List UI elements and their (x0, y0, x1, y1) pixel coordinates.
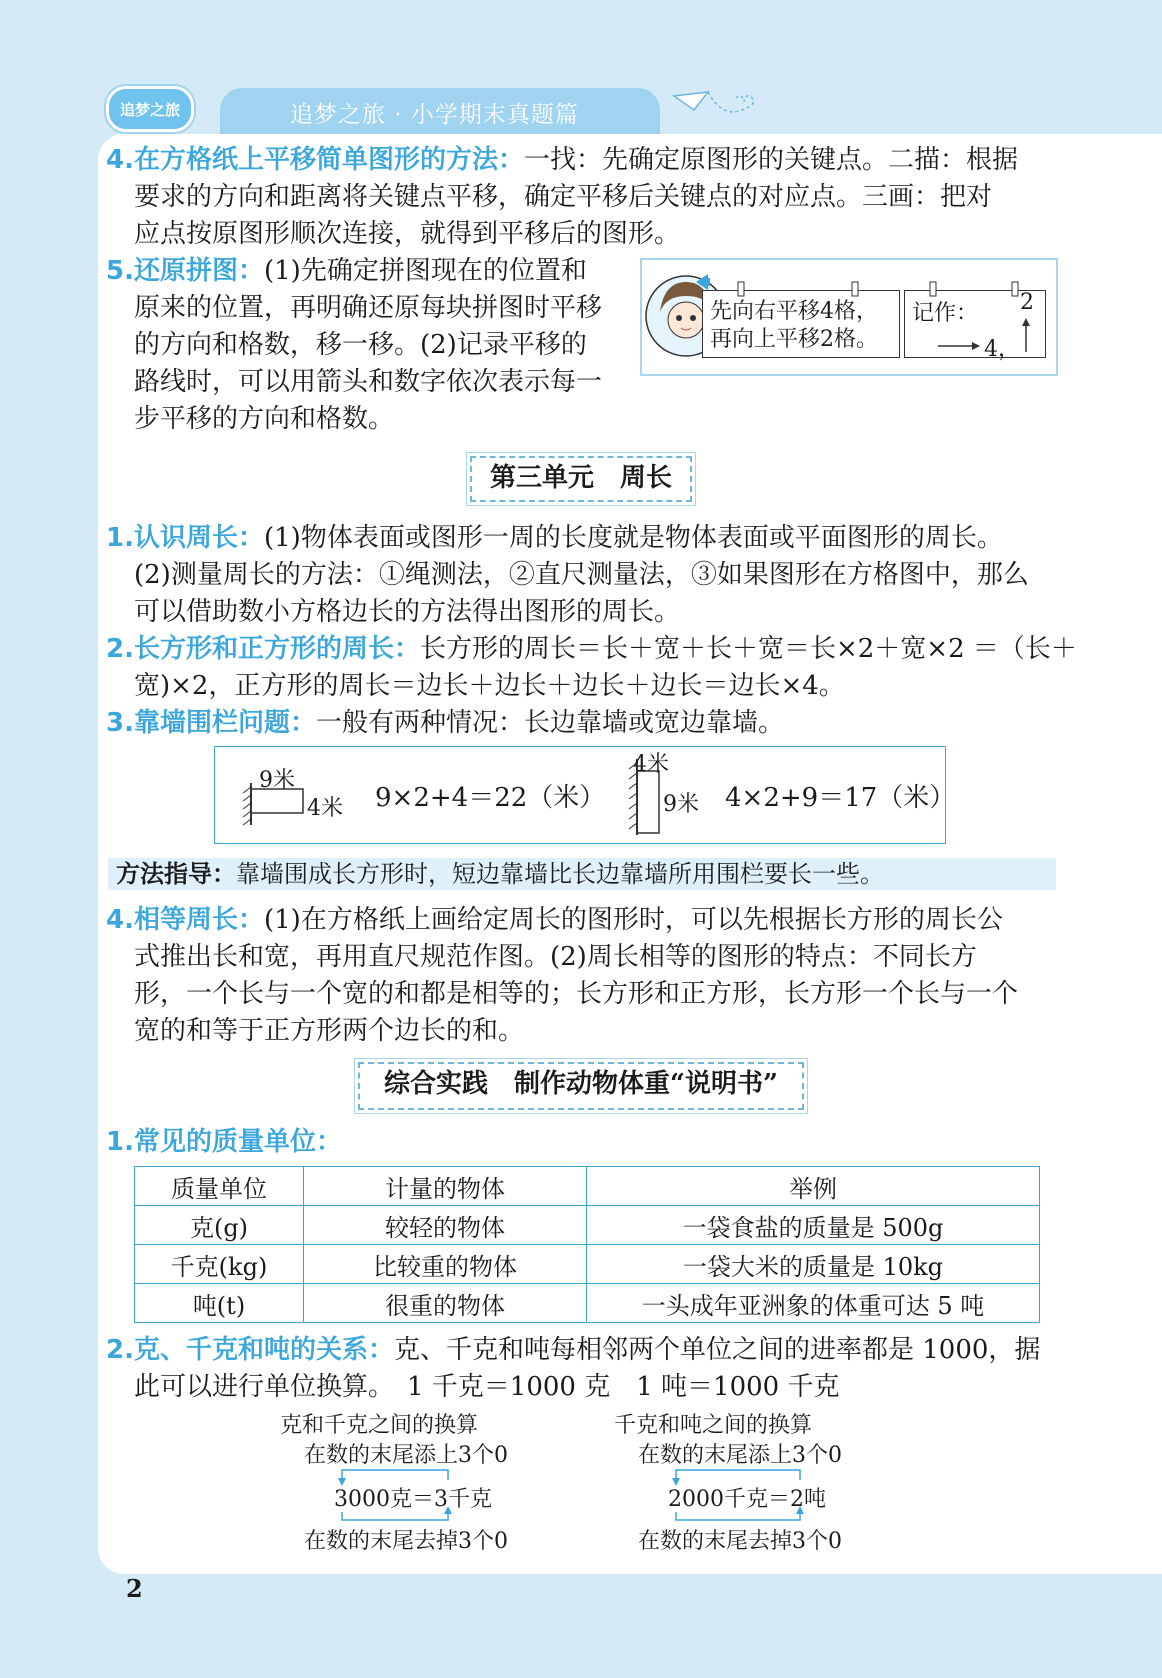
perimeter-1-line-2: (2)测量周长的方法：①绳测法，②直尺测量法，③如果图形在方格图中，那么 (134, 560, 1029, 590)
conversion-rule-bottom: 在数的末尾去掉3个0 (638, 1529, 842, 1554)
item-keyword: 相等周长： (133, 905, 264, 935)
item-4-line-1 (106, 142, 1018, 179)
method-label: 方法指导： (116, 860, 236, 888)
item-number: 2. (106, 634, 134, 664)
perimeter-4-line-3: 形，一个长与一个宽的和都是相等的；长方形和正方形，长方形一个长与一个 (134, 979, 1019, 1009)
item-keyword: 认识周长： (133, 523, 264, 553)
table-cell: 较轻的物体 (304, 1206, 587, 1245)
item-5-line-3: 的方向和格数，移一移。(2)记录平移的 (134, 330, 587, 360)
item-5-line-2: 原来的位置，再明确还原每块拼图时平移 (134, 293, 603, 323)
table-cell: 克(g) (135, 1206, 304, 1245)
table-cell: 一袋大米的质量是 10kg (587, 1245, 1040, 1284)
fence-b-formula: 4×2+9＝17（米） (725, 783, 956, 813)
item-4-line-3: 应点按原图形顺次连接，就得到平移后的图形。 (134, 219, 681, 249)
item-number: 4. (106, 905, 134, 935)
item-text: (1)物体表面或图形一周的长度就是物体表面或平面图形的周长。 (263, 523, 1003, 553)
conversion-rule-top: 在数的末尾添上3个0 (304, 1443, 508, 1468)
item-number: 2. (106, 1335, 134, 1365)
table-cell: 一头成年亚洲象的体重可达 5 吨 (587, 1284, 1040, 1323)
item-4-line-2: 要求的方向和距离将关键点平移，确定平移后关键点的对应点。三画：把对 (134, 182, 993, 212)
table-cell: 很重的物体 (304, 1284, 587, 1323)
conversion-rule-bottom: 在数的末尾去掉3个0 (304, 1529, 508, 1554)
fence-a-formula: 9×2+4＝22（米） (375, 783, 606, 813)
paper-plane-icon (672, 88, 772, 128)
table-header: 质量单位 (135, 1167, 304, 1206)
perimeter-1-line-1 (106, 520, 1003, 557)
item-keyword: 靠墙围栏问题： (133, 708, 316, 738)
item-keyword: 常见的质量单位： (133, 1127, 342, 1157)
item-text: (1)先确定拼图现在的位置和 (263, 256, 587, 286)
table-header: 举例 (587, 1167, 1040, 1206)
move-note-2: 再向上平移2格。 (710, 327, 878, 352)
logo-text: 追梦之旅 (119, 100, 180, 119)
item-keyword: 还原拼图： (133, 256, 264, 286)
table-cell: 一袋食盐的质量是 500g (587, 1206, 1040, 1245)
item-text: (1)在方格纸上画给定周长的图形时，可以先根据长方形的周长公 (263, 905, 1003, 935)
record-label: 记作： (912, 301, 979, 326)
item-5-line-4: 路线时，可以用箭头和数字依次表示每一 (134, 367, 603, 397)
fence-a-top-label: 9米 (259, 768, 295, 793)
item-number: 3. (106, 708, 134, 738)
fence-a-side-label: 4米 (307, 796, 343, 821)
page-header-title: 追梦之旅 · 小学期末真题篇 (290, 102, 579, 128)
item-number: 5. (106, 256, 134, 286)
item-5-line-1 (106, 253, 587, 290)
item-keyword: 克、千克和吨的关系： (133, 1335, 394, 1365)
item-keyword: 长方形和正方形的周长： (133, 634, 420, 664)
conversion-rule-top: 在数的末尾添上3个0 (638, 1443, 842, 1468)
table-row (135, 1206, 1040, 1245)
table-header: 计量的物体 (304, 1167, 587, 1206)
item-text: 长方形的周长＝长＋宽＋长＋宽＝长×2＋宽×2 ＝（长＋ (419, 634, 1077, 664)
perimeter-4-line-4: 宽的和等于正方形两个边长的和。 (134, 1016, 525, 1046)
item-keyword: 在方格纸上平移简单图形的方法： (133, 145, 524, 175)
puzzle-illustration (640, 258, 1058, 376)
table-cell: 比较重的物体 (304, 1245, 587, 1284)
perimeter-4-line-2: 式推出长和宽，再用直尺规范作图。(2)周长相等的图形的特点：不同长方 (134, 942, 977, 972)
item-text: 克、千克和吨每相邻两个单位之间的进率都是 1000，据 (393, 1335, 1041, 1365)
fence-b-side-label: 9米 (663, 792, 699, 817)
perimeter-4-line-1 (106, 902, 1003, 939)
item-number: 4. (106, 145, 134, 175)
conversion-left (270, 1408, 570, 1558)
item-text: 一找：先确定原图形的关键点。二描：根据 (523, 145, 1018, 175)
table-row (135, 1284, 1040, 1323)
record-right: 4， (984, 337, 1020, 362)
record-up: 2 (1020, 290, 1034, 315)
table-header-row (135, 1167, 1040, 1206)
mass-2-line-2: 此可以进行单位换算。 1 千克＝1000 克 1 吨＝1000 千克 (134, 1372, 840, 1402)
table-cell: 千克(kg) (135, 1245, 304, 1284)
fence-example-box (214, 746, 956, 844)
mass-units-table (134, 1166, 1040, 1323)
table-row (135, 1245, 1040, 1284)
conversion-right (604, 1408, 904, 1558)
method-guide (108, 858, 1056, 890)
conversion-equation: 2000千克＝2吨 (668, 1487, 826, 1512)
perimeter-2-line-1 (106, 631, 1077, 668)
method-text: 靠墙围成长方形时，短边靠墙比长边靠墙所用围栏要长一些。 (236, 860, 884, 888)
fence-b-top-label: 4米 (633, 752, 669, 777)
perimeter-1-line-3: 可以借助数小方格边长的方法得出图形的周长。 (134, 597, 681, 627)
table-cell: 吨(t) (135, 1284, 304, 1323)
item-number: 1. (106, 1127, 134, 1157)
item-number: 1. (106, 523, 134, 553)
unit-3-title: 第三单元 周长 (470, 456, 692, 502)
conversion-title: 克和千克之间的换算 (280, 1413, 479, 1438)
mass-1-line (106, 1124, 342, 1161)
mass-2-line-1 (106, 1332, 1040, 1369)
item-text: 一般有两种情况：长边靠墙或宽边靠墙。 (315, 708, 784, 738)
conversion-title: 千克和吨之间的换算 (614, 1413, 813, 1438)
move-note-1: 先向右平移4格， (710, 299, 878, 324)
page-number: 2 (126, 1574, 143, 1603)
perimeter-2-line-2: 宽)×2，正方形的周长＝边长＋边长＋边长＋边长＝边长×4。 (134, 671, 845, 701)
perimeter-3-line-1 (106, 705, 784, 742)
item-5-line-5: 步平移的方向和格数。 (134, 404, 395, 434)
logo (106, 86, 194, 132)
practice-unit-title: 综合实践 制作动物体重“说明书” (358, 1062, 804, 1110)
conversion-equation: 3000克＝3千克 (334, 1487, 492, 1512)
